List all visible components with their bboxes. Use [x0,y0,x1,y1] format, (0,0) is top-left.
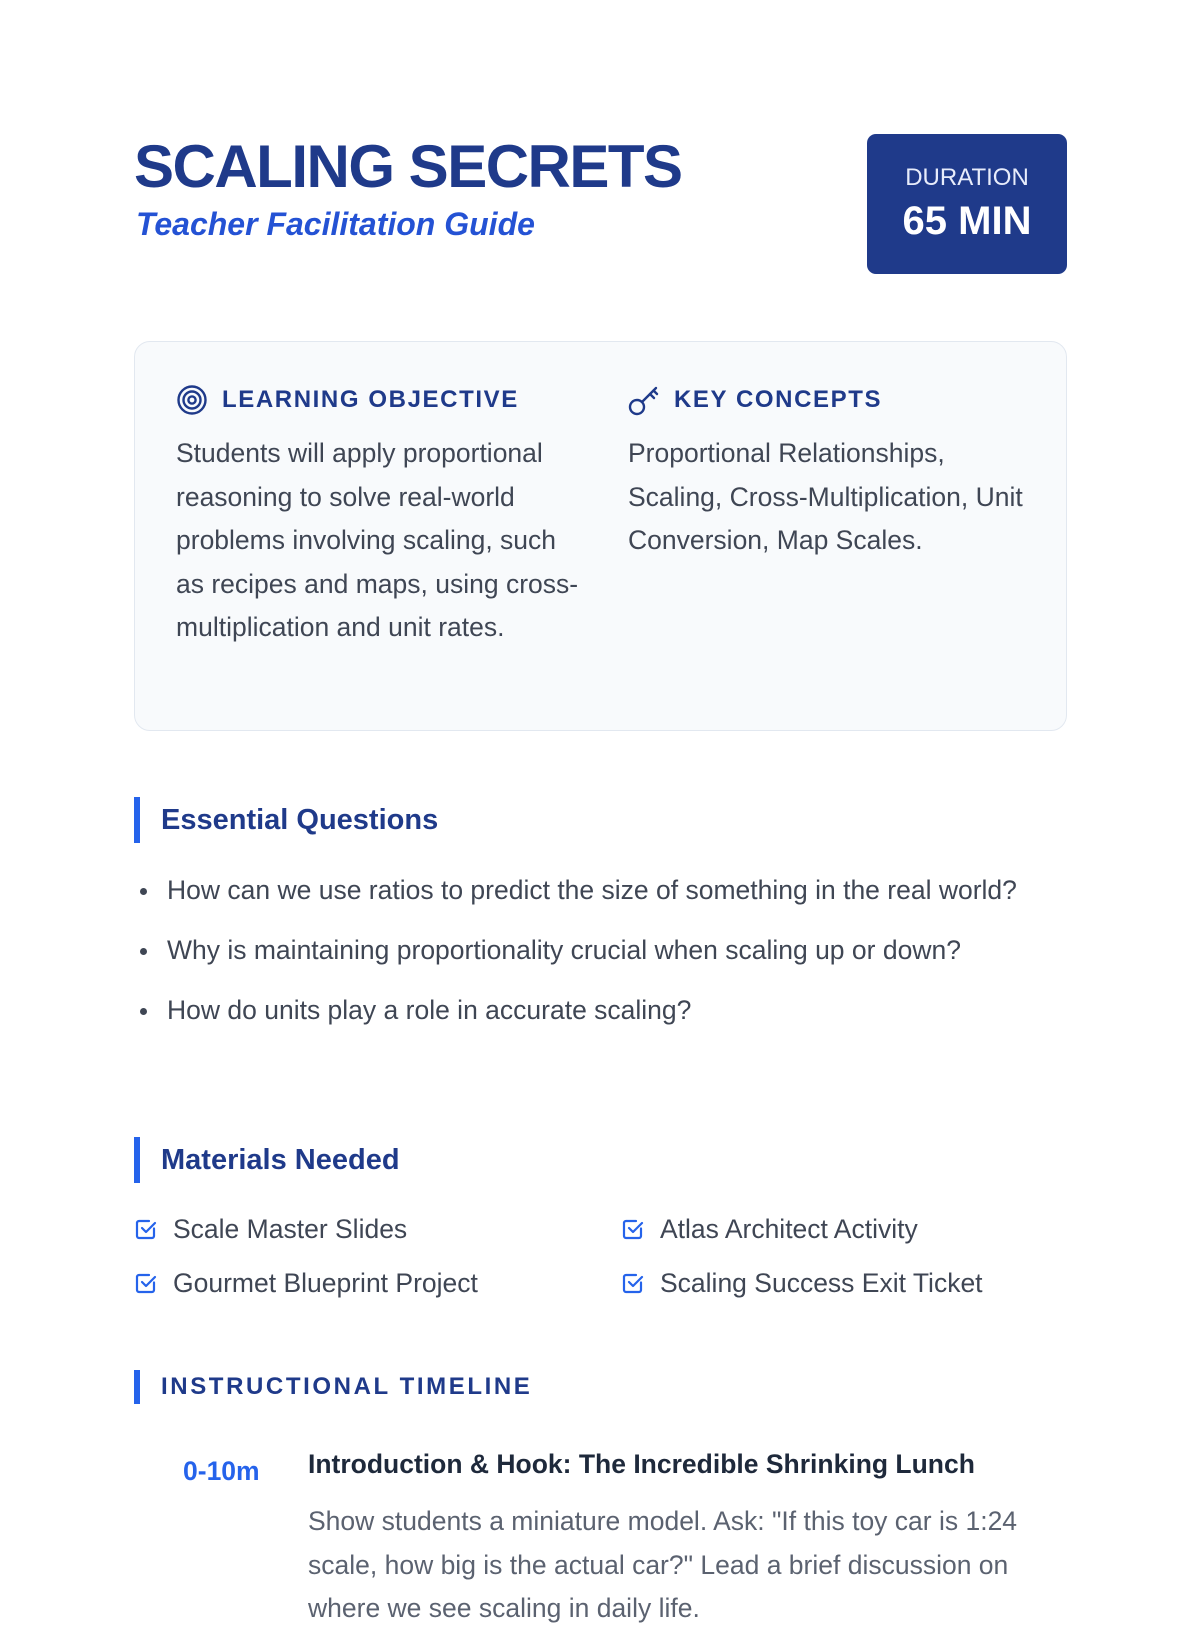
page-subtitle: Teacher Facilitation Guide [136,206,535,242]
learning-objective-text: Students will apply proportional reasoning to solve real-world problems involving scaling, such as recipes and maps, using cross-multiplication and unit rates. [176,438,579,642]
duration-badge [867,134,1067,274]
checkbox-checked-icon [134,1271,173,1295]
learning-objective-panel [176,382,586,650]
page-title: SCALING SECRETS [134,133,682,200]
key-concepts-panel [628,382,1038,563]
target-icon [176,384,208,416]
key-concepts-text: Proportional Relationships, Scaling, Cross-Multiplication, Unit Conversion, Map Scales. [628,438,1023,555]
duration-label: DURATION [905,164,1029,191]
material-item [134,1209,407,1249]
timeline-step-title: Introduction & Hook: The Incredible Shrinking Lunch [308,1449,975,1479]
timeline-heading: INSTRUCTIONAL TIMELINE [134,1370,532,1404]
list-item: Why is maintaining proportionality crucial when scaling up or down? [134,930,1067,970]
material-label: Scaling Success Exit Ticket [660,1267,983,1298]
key-concepts-label: KEY CONCEPTS [674,386,883,413]
timeline-time: 0-10m [183,1456,260,1486]
material-label: Gourmet Blueprint Project [173,1267,478,1298]
learning-objective-heading [176,382,586,418]
material-item [621,1263,983,1303]
list-item: How can we use ratios to predict the size of something in the real world? [134,870,1067,910]
learning-objective-label: LEARNING OBJECTIVE [222,386,519,413]
list-item: How do units play a role in accurate scaling? [134,990,1067,1030]
essential-questions-heading: Essential Questions [134,797,438,843]
material-label: Atlas Architect Activity [660,1213,918,1244]
checkbox-checked-icon [134,1217,173,1241]
material-item [621,1209,918,1249]
checkbox-checked-icon [621,1217,660,1241]
timeline-step-body: Show students a miniature model. Ask: "If this toy car is 1:24 scale, how big is the actual car?" Lead a brief discussion on where we see scaling in daily life. [308,1506,1018,1623]
duration-value: 65 MIN [902,199,1032,243]
materials-heading: Materials Needed [134,1137,400,1183]
checkbox-checked-icon [621,1271,660,1295]
lesson-guide-page [134,0,1067,1623]
guide-header [134,134,1067,274]
essential-questions-list [134,870,1067,1050]
material-item [134,1263,478,1303]
key-concepts-heading [628,382,1038,418]
key-icon [628,384,660,416]
overview-card [134,341,1067,731]
material-label: Scale Master Slides [173,1213,408,1244]
